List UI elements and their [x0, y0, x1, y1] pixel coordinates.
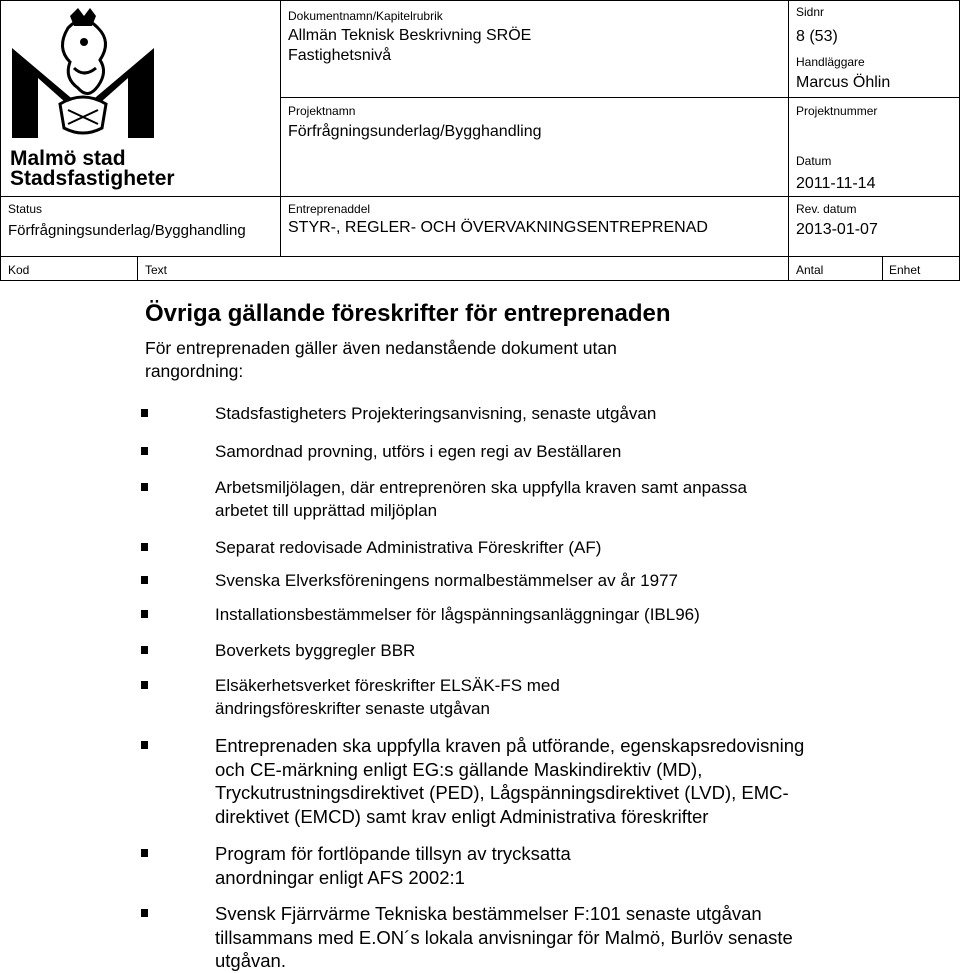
intro-line: rangordning: [145, 361, 244, 381]
logo-text-line2: Stadsfastigheter [10, 167, 175, 190]
page-number-label: Sidnr [796, 5, 825, 19]
list-item-text: anordningar enligt AFS 2002:1 [215, 866, 465, 888]
column-antal: Antal [796, 263, 824, 277]
intro-line: För entreprenaden gäller även nedanstående dokument utan [145, 338, 617, 358]
bullet-icon [141, 741, 148, 749]
list-item-text: och CE-märkning enligt EG:s gällande Maskindirektiv (MD), [215, 758, 703, 780]
bullet-icon [141, 543, 148, 551]
bullet-icon [141, 909, 148, 917]
regulations-list [145, 0, 945, 971]
list-item-text: direktivet (EMCD) samt krav enligt Administrativa föreskrifter [215, 805, 709, 827]
handler-label: Handläggare [796, 55, 865, 69]
column-enhet: Enhet [889, 263, 921, 277]
list-item-text: Svenska Elverksföreningens normalbestämmelser av år 1977 [215, 571, 679, 590]
list-item-text: arbetet till upprättad miljöplan [215, 501, 438, 520]
bullet-icon [141, 849, 148, 857]
list-item-text: tillsammans med E.ON´s lokala anvisningar för Malmö, Burlöv senaste [215, 926, 793, 948]
column-kod: Kod [8, 263, 30, 277]
list-item-text: Separat redovisade Administrativa Föreskrifter (AF) [215, 538, 602, 557]
page-number-value: 8 (53) [796, 28, 838, 45]
date-label: Datum [796, 154, 832, 168]
bullet-icon [141, 576, 148, 584]
bullet-icon [141, 681, 148, 689]
list-item-text: Arbetsmiljölagen, där entreprenören ska uppfylla kraven samt anpassa [215, 478, 748, 497]
rev-date-label: Rev. datum [796, 202, 857, 216]
handler-value: Marcus Öhlin [796, 74, 891, 91]
bullet-icon [141, 447, 148, 455]
project-number-label: Projektnummer [796, 104, 878, 118]
column-text: Text [145, 263, 168, 277]
doc-name-line2: Fastighetsnivå [288, 47, 392, 64]
bullet-icon [141, 409, 148, 417]
list-item-text: Tryckutrustningsdirektivet (PED), Lågspänningsdirektivet (LVD), EMC- [215, 782, 789, 803]
project-name-value: Förfrågningsunderlag/Bygghandling [288, 123, 542, 140]
list-item-text: utgåvan. [215, 950, 286, 971]
rev-date-value: 2013-01-07 [796, 221, 878, 238]
doc-name-line1: Allmän Teknisk Beskrivning SRÖE [288, 27, 532, 44]
section-title: Övriga gällande föreskrifter för entreprenaden [145, 300, 671, 327]
project-name-label: Projektnamn [288, 104, 356, 118]
status-value: Förfrågningsunderlag/Bygghandling [8, 222, 246, 239]
col-divider-kod [137, 256, 138, 281]
list-item-text: Svensk Fjärrvärme Tekniska bestämmelser F:101 senaste utgåvan [215, 903, 762, 924]
bullet-icon [141, 483, 148, 491]
list-item-text: ändringsföreskrifter senaste utgåvan [215, 699, 490, 718]
logo-text-line1: Malmö stad [10, 147, 126, 170]
contract-part-label: Entreprenaddel [288, 202, 371, 216]
bullet-icon [141, 646, 148, 654]
list-item-text: Elsäkerhetsverket föreskrifter ELSÄK-FS med [215, 676, 560, 695]
doc-name-label: Dokumentnamn/Kapitelrubrik [288, 9, 443, 23]
header-border-left [0, 0, 1, 281]
status-label: Status [8, 202, 43, 216]
list-item-text: Samordnad provning, utförs i egen regi av Beställaren [215, 442, 622, 461]
list-item-text: Installationsbestämmelser för lågspänningsanläggningar (IBL96) [215, 605, 700, 624]
list-item-text: Entreprenaden ska uppfylla kraven på utförande, egenskapsredovisning [215, 735, 805, 756]
list-item-text: Stadsfastigheters Projekteringsanvisning, senaste utgåvan [215, 404, 657, 423]
bullet-icon [141, 610, 148, 618]
list-item-text: Boverkets byggregler BBR [215, 641, 416, 660]
list-item-text: Program för fortlöpande tillsyn av trycksatta [215, 843, 571, 864]
date-value: 2011-11-14 [796, 175, 876, 192]
contract-part-value: STYR-, REGLER- OCH ÖVERVAKNINGSENTREPRENAD [288, 219, 708, 236]
